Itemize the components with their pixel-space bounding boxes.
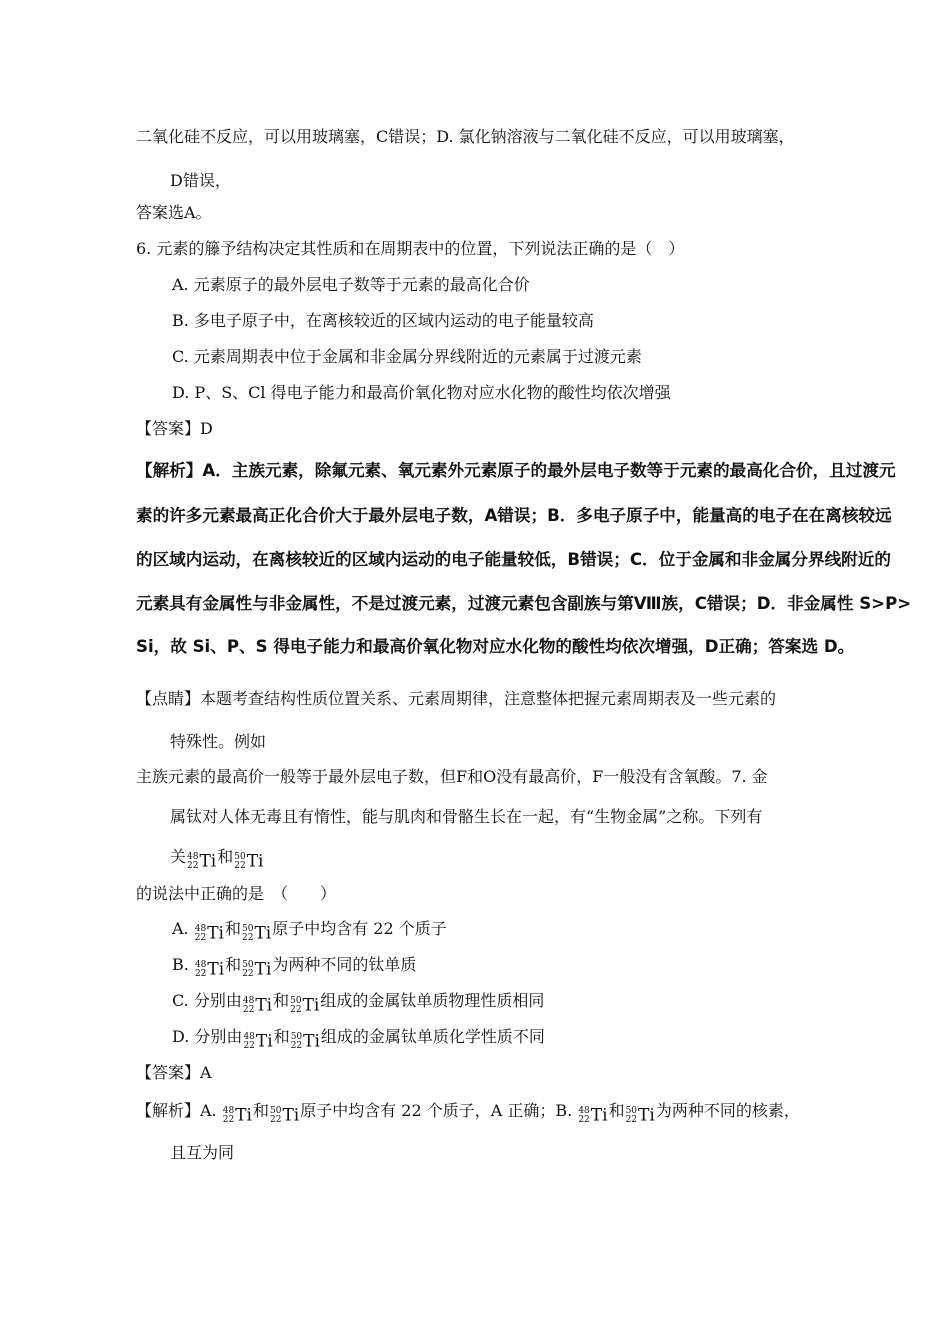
nuclide-ti48: 48 22 Ti bbox=[243, 1031, 273, 1052]
nuclide-ti48: 48 22 Ti bbox=[187, 851, 217, 872]
nuclide-ti50: 50 22 Ti bbox=[290, 995, 320, 1016]
nuclide-ti50: 50 22 Ti bbox=[242, 959, 272, 980]
nuclide-ti50: 50 22 Ti bbox=[290, 1031, 320, 1052]
nuclide-ti50: 50 22 Ti bbox=[625, 1105, 655, 1126]
question-6: 6. 元素的籐予结构决定其性质和在周期表中的位置，下列说法正确的是（ ） bbox=[136, 239, 685, 258]
option-b: B. 48 22 Ti和 50 22 Ti为两种不同的钛单质 bbox=[172, 955, 417, 980]
nuclide-ti48: 48 22 Ti bbox=[242, 995, 273, 1016]
nuclide-ti48: 48 22 Ti bbox=[194, 923, 224, 944]
text-line: D错误， bbox=[170, 171, 231, 190]
explanation-line: 的区域内运动，在离核较近的区域内运动的电子能量较低，B错误；C．位于金属和非金属分界线附近的 bbox=[136, 550, 891, 569]
note-line: 主族元素的最高价一般等于最外层电子数，但F和O没有最高价，F一般没有含氧酸。7. 金 bbox=[136, 767, 768, 786]
option-d: D. 分别由 48 22 Ti和 50 22 Ti组成的金属钛单质化学性质不同 bbox=[172, 1027, 545, 1052]
option-c: C. 元素周期表中位于金属和非金属分界线附近的元素属于过渡元素 bbox=[172, 347, 642, 366]
note-line: 【点睛】本题考查结构性质位置关系、元素周期律，注意整体把握元素周期表及一些元素的 bbox=[136, 689, 777, 708]
nuclide-ti50: 50 22 Ti bbox=[241, 923, 272, 944]
option-a: A. 48 22 Ti和 50 22 Ti原子中均含有 22 个质子 bbox=[172, 919, 447, 944]
nuclide-ti48: 48 22 Ti bbox=[222, 1105, 252, 1126]
explanation-line: 元素具有金属性与非金属性，不是过渡元素，过渡元素包含副族与第Ⅷ族，C错误；D．非金属性 S>P> bbox=[136, 594, 912, 613]
explanation-line: 【解析】A. 48 22 Ti和 50 22 Ti原子中均含有 22 个质子，A 正确；B. 48 22 Ti和 50 22 Ti为两种不同的核素， bbox=[136, 1101, 800, 1126]
text-line: 答案选A。 bbox=[136, 203, 212, 222]
option-a: A. 元素原子的最外层电子数等于元素的最高化合价 bbox=[172, 275, 530, 294]
question-7-line: 关 48 22 Ti和 50 22 Ti bbox=[170, 847, 264, 872]
nuclide-ti50: 50 22 Ti bbox=[269, 1105, 300, 1126]
question-7-line: 属钛对人体无毒且有惰性，能与肌肉和骨骼生长在一起，有“生物金属”之称。下列有 bbox=[170, 807, 763, 826]
nuclide-ti48: 48 22 Ti bbox=[578, 1105, 608, 1126]
explanation-line: 【解析】A．主族元素，除氟元素、氧元素外元素原子的最外层电子数等于元素的最高化合价，且过渡元 bbox=[136, 461, 896, 480]
note-line: 特殊性。例如 bbox=[170, 732, 267, 751]
option-d: D. P、S、Cl 得电子能力和最高价氧化物对应水化物的酸性均依次增强 bbox=[172, 383, 671, 402]
option-b: B. 多电子原子中，在离核较近的区域内运动的电子能量较高 bbox=[172, 311, 594, 330]
nuclide-ti48: 48 22 Ti bbox=[194, 959, 225, 980]
nuclide-ti50: 50 22 Ti bbox=[234, 851, 264, 872]
text-line: 二氧化硅不反应，可以用玻璃塞，C错误；D. 氯化钠溶液与二氧化硅不反应，可以用玻璃塞， bbox=[136, 127, 795, 146]
option-c: C. 分别由 48 22 Ti和 50 22 Ti组成的金属钛单质物理性质相同 bbox=[172, 991, 545, 1016]
answer-6: 【答案】D bbox=[136, 419, 213, 438]
question-7-line: 的说法中正确的是 （ ） bbox=[136, 884, 337, 903]
explanation-line: 且互为同 bbox=[170, 1143, 235, 1162]
explanation-line: 素的许多元素最高正化合价大于最外层电子数，A错误；B．多电子原子中，能量高的电子在在离核较远 bbox=[136, 506, 892, 525]
explanation-line: Si，故 Si、P、S 得电子能力和最高价氧化物对应水化物的酸性均依次增强，D正确；答案选 D。 bbox=[136, 637, 855, 656]
answer-7: 【答案】A bbox=[136, 1063, 212, 1082]
